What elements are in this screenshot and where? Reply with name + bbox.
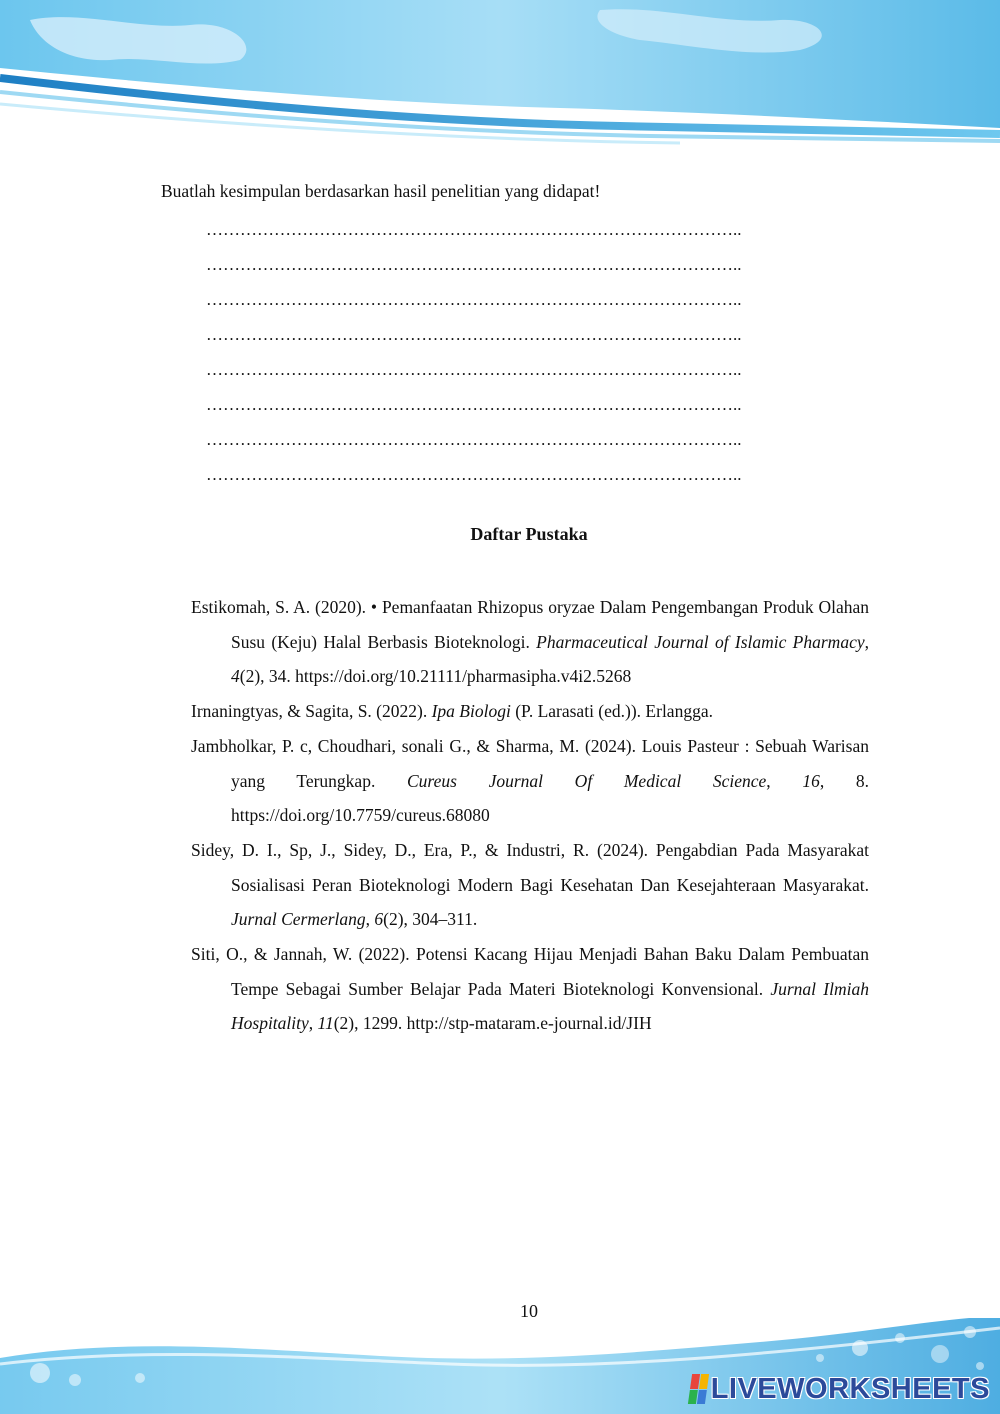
ref-text: Siti, O., & Jannah, W. (2022). Potensi Kacang Hijau Menjadi Bahan Baku Dalam Pembuatan Tempe Sebagai Sumber Belajar Pada Materi Bioteknologi Konvensional. bbox=[191, 944, 869, 999]
reference-list bbox=[191, 590, 869, 1041]
ref-volume: 4 bbox=[231, 666, 240, 687]
page-number: 10 bbox=[520, 1301, 538, 1321]
references-title: Daftar Pustaka bbox=[470, 524, 588, 544]
ref-sep: , bbox=[864, 631, 869, 652]
ref-text: Irnaningtyas, & Sagita, S. (2022). bbox=[191, 701, 432, 722]
reference-item bbox=[191, 729, 869, 833]
answer-line-5[interactable]: ………………………………………………………………………………….. bbox=[206, 360, 742, 379]
ref-volume: 6 bbox=[374, 909, 384, 930]
answer-line-6[interactable]: ………………………………………………………………………………….. bbox=[206, 395, 742, 414]
ref-journal: Jurnal Cermerlang bbox=[231, 909, 366, 930]
answer-line-7[interactable]: ………………………………………………………………………………….. bbox=[206, 430, 742, 449]
ref-text: Estikomah, S. A. (2020). • Pemanfaatan Rhizopus oryzae Dalam Pengembangan Produk Olahan Susu (Keju) Halal Berbasis Bioteknologi. bbox=[191, 597, 869, 652]
answer-area[interactable] bbox=[206, 212, 886, 492]
ref-journal: Ipa Biologi bbox=[431, 701, 511, 722]
liveworksheets-wordmark: LIVEWORKSHEETS bbox=[710, 1372, 990, 1405]
logo-tile-e bbox=[697, 1390, 707, 1405]
ref-sep: , bbox=[308, 1013, 318, 1034]
reference-item bbox=[191, 833, 869, 937]
ref-sep: , bbox=[365, 909, 375, 930]
reference-item bbox=[191, 590, 869, 694]
ref-tail: (2), 34. https://doi.org/10.21111/pharmasipha.v4i2.5268 bbox=[239, 666, 632, 687]
ref-volume: 11 bbox=[317, 1013, 334, 1034]
ref-text: Jambholkar, P. c, Choudhari, sonali G., & Sharma, M. (2024). Louis Pasteur : Sebuah Warisan yang Terungkap. bbox=[191, 735, 869, 791]
answer-line-2[interactable]: ………………………………………………………………………………….. bbox=[206, 255, 742, 274]
ref-tail: (P. Larasati (ed.)). Erlangga. bbox=[510, 701, 713, 722]
ref-tail: (2), 1299. http://stp-mataram.e-journal.id/JIH bbox=[333, 1013, 652, 1034]
reference-item bbox=[191, 694, 869, 729]
reference-item bbox=[191, 937, 869, 1041]
instruction-text: Buatlah kesimpulan berdasarkan hasil penelitian yang didapat! bbox=[161, 181, 601, 201]
ref-tail: , 8. https://doi.org/10.7759/cureus.68080 bbox=[231, 770, 870, 826]
ref-tail: (2), 304–311. bbox=[383, 909, 478, 930]
ref-volume: 16 bbox=[802, 770, 820, 791]
ref-text: Sidey, D. I., Sp, J., Sidey, D., Era, P., & Industri, R. (2024). Pengabdian Pada Masyarakat Sosialisasi Peran Bioteknologi Modern Bagi Kesehatan Dan Kesejahteraan Masyarakat. bbox=[191, 839, 869, 895]
answer-line-1[interactable]: ………………………………………………………………………………….. bbox=[206, 220, 742, 239]
logo-tile-i bbox=[699, 1374, 709, 1389]
ref-sep: , bbox=[766, 770, 803, 791]
liveworksheets-logo bbox=[690, 1372, 990, 1406]
answer-line-3[interactable]: ………………………………………………………………………………….. bbox=[206, 290, 742, 309]
ref-journal: Cureus Journal Of Medical Science bbox=[407, 770, 767, 791]
answer-line-4[interactable]: ………………………………………………………………………………….. bbox=[206, 325, 742, 344]
ref-journal: Jurnal Ilmiah Hospitality bbox=[231, 978, 869, 1034]
liveworksheets-icon bbox=[688, 1374, 709, 1404]
ref-journal: Pharmaceutical Journal of Islamic Pharmacy bbox=[536, 631, 865, 652]
header-wave-banner bbox=[0, 0, 1000, 150]
answer-line-8[interactable]: ………………………………………………………………………………….. bbox=[206, 465, 742, 484]
